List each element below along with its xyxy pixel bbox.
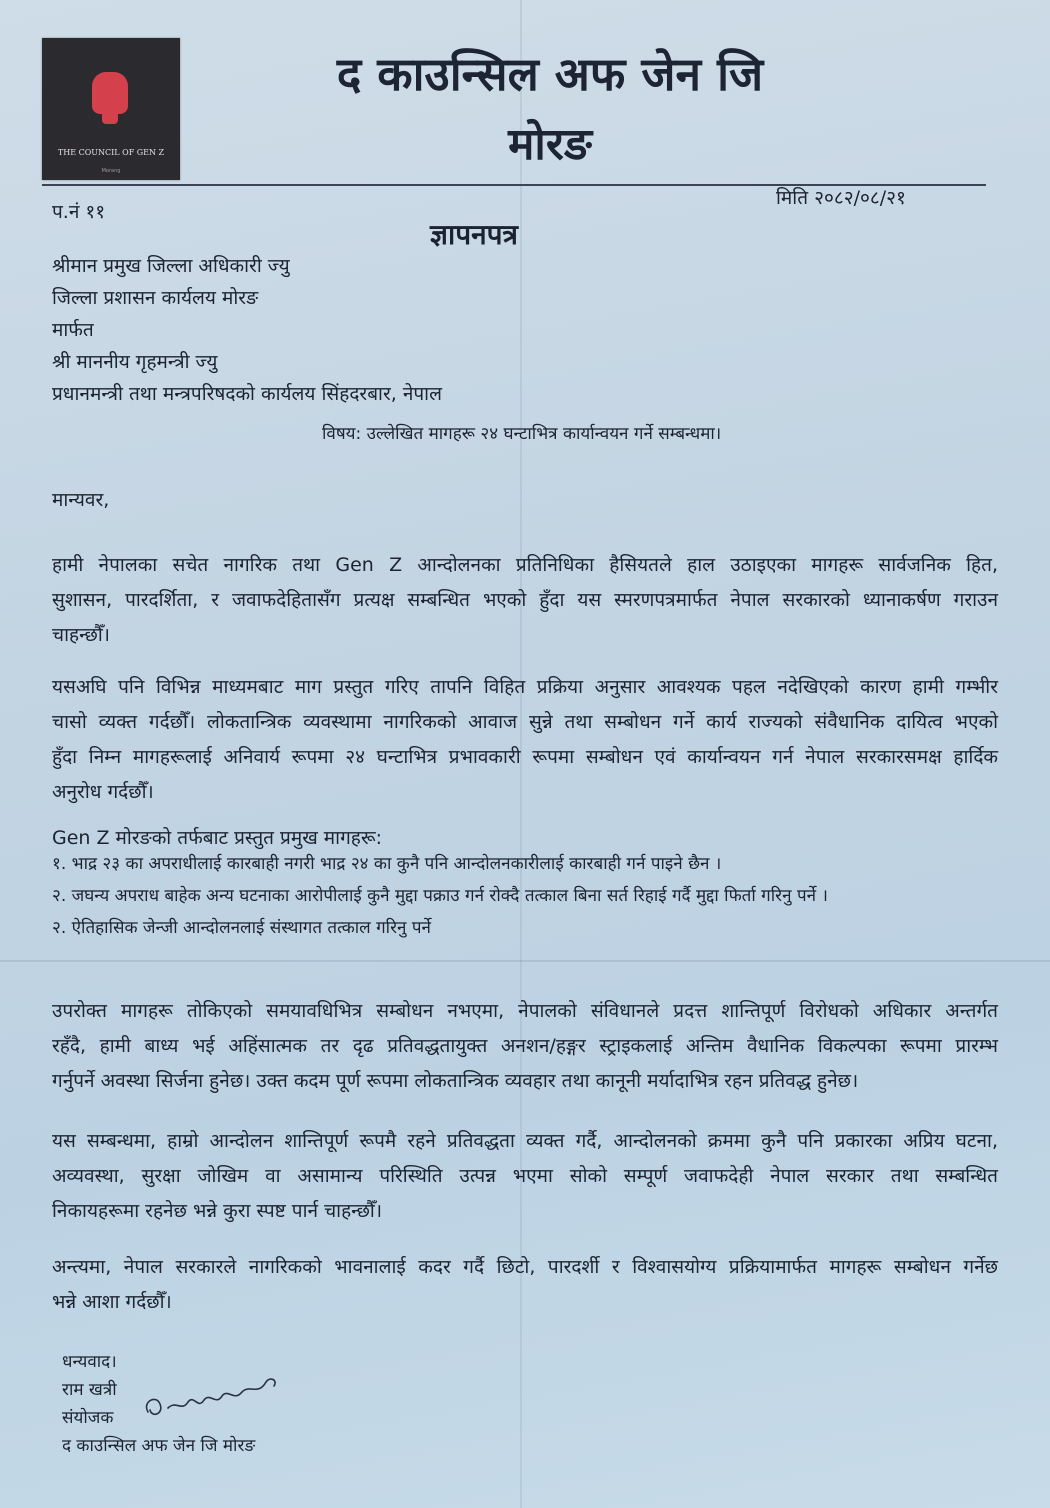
text-line: भन्ने आशा गर्दछौँ। [52, 1291, 172, 1313]
text-line: रहँदै, हामी बाध्य भई अहिंसात्मक तर दृढ प्रतिवद्धतायुक्त अनशन/हङ्गर स्ट्राइकलाई अन्तिम वैधानिक विकल्पका रूपमा प्रारम्भ [52, 1035, 998, 1057]
letter-date: मिति २०८२/०८/२१ [776, 187, 906, 209]
signatory-org: द काउन्सिल अफ जेन जि मोरङ [62, 1436, 256, 1456]
text-line: हुँदा निम्न मागहरूलाई अनिवार्य रूपमा २४ घन्टाभित्र प्रभावकारी रूपमा सम्बोधन एवं कार्यान्वयन गर्न नेपाल सरकारसमक्ष हार्दिक [52, 746, 998, 768]
text-line: अनुरोध गर्दछौँ। [52, 781, 154, 803]
demand-item: २. जघन्य अपराध बाहेक अन्य घटनाका आरोपीलाई कुनै मुद्दा पक्राउ गर्न रोक्दै तत्काल बिना सर्त रिहाई गर्दै मुद्दा फिर्ता गरिनु पर्ने । [52, 886, 828, 906]
text-line: यसअघि पनि विभिन्न माध्यमबाट माग प्रस्तुत गरिए तापनि विहित प्रक्रिया अनुसार आवश्यक पहल नदेखिएको कारण हामी गम्भीर [52, 676, 998, 698]
logo-text: THE COUNCIL OF GEN Z [57, 148, 165, 157]
subject-line: विषय: उल्लेखित मागहरू २४ घन्टाभित्र कार्यान्वयन गर्ने सम्बन्धमा। [322, 424, 722, 444]
demand-item: २. ऐतिहासिक जेन्जी आन्दोलनलाई संस्थागत तत्काल गरिनु पर्ने [52, 918, 431, 938]
reference-number: प.नं ११ [52, 201, 106, 223]
text-line: निकायहरूमा रहनेछ भन्ने कुरा स्पष्ट पार्न चाहन्छौँ। [52, 1200, 383, 1222]
handwritten-signature [138, 1372, 288, 1422]
paragraph-warning [52, 994, 998, 1099]
paper-fold-horizontal [0, 960, 1050, 962]
addressee-line: प्रधानमन्त्री तथा मन्त्रपरिषदको कार्यलय सिंहदरबार, नेपाल [52, 383, 442, 405]
addressee-line: श्रीमान प्रमुख जिल्ला अधिकारी ज्यु [52, 255, 290, 277]
paragraph-conclusion [52, 1250, 998, 1320]
addressee-line: मार्फत [52, 319, 94, 341]
text-line: अव्यवस्था, सुरक्षा जोखिम वा असामान्य परिस्थिति उत्पन्न भएमा सोको सम्पूर्ण जवाफदेही नेपाल सरकार तथा सम्बन्धित [52, 1165, 998, 1187]
org-name-line1: द काउन्सिल अफ जेन जि [336, 47, 764, 101]
signatory-name: राम खत्री [62, 1380, 117, 1400]
org-name-line2: मोरङ [508, 119, 592, 170]
addressee-line: जिल्ला प्रशासन कार्यलय मोरङ [52, 287, 259, 309]
paragraph-responsibility [52, 1124, 998, 1229]
salutation: मान्यवर, [52, 489, 110, 511]
text-line: सुशासन, पारदर्शिता, र जवाफदेहितासँग प्रत्यक्ष सम्बन्धित भएको हुँदा यस स्मरणपत्रमार्फत नेपाल सरकारको ध्यानाकर्षण गराउन [52, 589, 998, 611]
text-line: हामी नेपालका सचेत नागरिक तथा Gen Z आन्दोलनका प्रतिनिधिका हैसियतले हाल उठाइएका मागहरू सार्वजनिक हित, [52, 554, 998, 576]
text-line: चाहन्छौँ। [52, 624, 110, 646]
text-line: चासो व्यक्त गर्दछौँ। लोकतान्त्रिक व्यवस्थामा नागरिकको आवाज सुन्ने तथा सम्बोधन गर्ने कार्य राज्यको संवैधानिक दायित्व भएको [52, 711, 998, 733]
text-line: यस सम्बन्धमा, हाम्रो आन्दोलन शान्तिपूर्ण रूपमै रहने प्रतिवद्धता व्यक्त गर्दै, आन्दोलनको क्रममा कुनै पनि प्रकारका अप्रिय घटना, [52, 1130, 998, 1152]
text-line: गर्नुपर्ने अवस्था सिर्जना हुनेछ। उक्त कदम पूर्ण रूपमा लोकतान्त्रिक व्यवहार तथा कानूनी मर्यादाभित्र रहन प्रतिवद्ध हुनेछ। [52, 1070, 859, 1092]
council-logo [42, 38, 180, 180]
text-line: अन्त्यमा, नेपाल सरकारले नागरिकको भावनालाई कदर गर्दै छिटो, पारदर्शी र विश्वासयोग्य प्रक्रियामार्फत मागहरू सम्बोधन गर्नेछ [52, 1256, 998, 1278]
raised-fist-icon [92, 72, 128, 114]
logo-subtext: Morang [101, 168, 121, 174]
signoff-thanks: धन्यवाद। [62, 1352, 117, 1372]
demands-heading: Gen Z मोरङको तर्फबाट प्रस्तुत प्रमुख मागहरू: [52, 827, 383, 849]
demand-item: १. भाद्र २३ का अपराधीलाई कारबाही नगरी भाद्र २४ का कुनै पनि आन्दोलनकारीलाई कारबाही गर्न पाइने छैन । [52, 854, 722, 874]
addressee-line: श्री माननीय गृहमन्त्री ज्यु [52, 351, 218, 373]
paragraph-concern [52, 670, 998, 810]
document-title: ज्ञापनपत्र [430, 218, 519, 251]
paragraph-intro [52, 548, 998, 653]
signatory-role: संयोजक [62, 1408, 114, 1428]
text-line: उपरोक्त मागहरू तोकिएको समयावधिभित्र सम्बोधन नभएमा, नेपालको संविधानले प्रदत्त शान्तिपूर्ण विरोधको अधिकार अन्तर्गत [52, 1000, 998, 1022]
